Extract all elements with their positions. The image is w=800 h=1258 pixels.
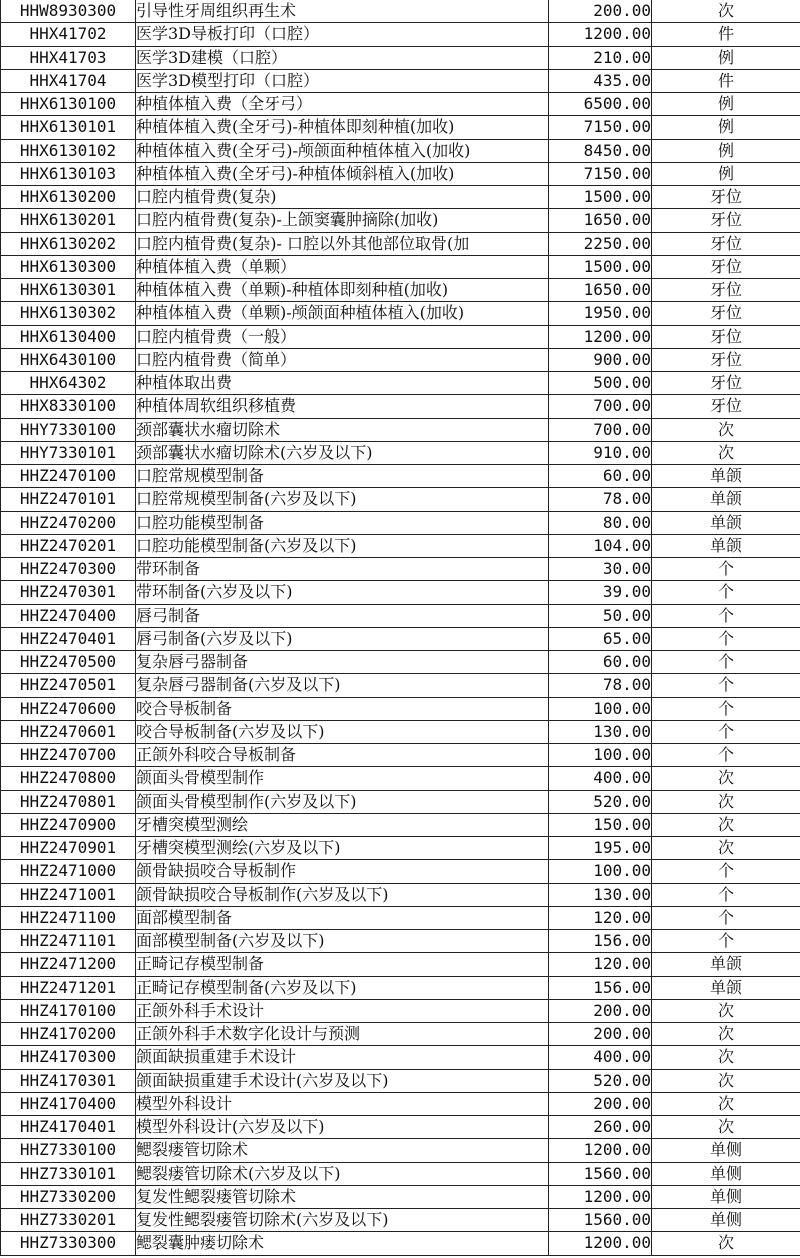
item-price-cell: 1200.00 (549, 23, 652, 46)
item-code-cell: HHZ2470500 (1, 651, 136, 674)
item-code-cell: HHZ4170301 (1, 1069, 136, 1092)
item-code-cell: HHX6130100 (1, 93, 136, 116)
item-unit-cell: 次 (652, 1116, 800, 1139)
item-name-cell: 种植体周软组织移植费 (136, 395, 549, 418)
item-price-cell: 6500.00 (549, 93, 652, 116)
item-code-cell: HHZ2470300 (1, 558, 136, 581)
item-name-cell: 牙槽突模型测绘(六岁及以下) (136, 837, 549, 860)
item-name-cell: 种植体植入费（单颗)-颅颌面种植体植入(加收) (136, 302, 549, 325)
item-price-cell: 100.00 (549, 744, 652, 767)
item-name-cell: 面部模型制备(六岁及以下) (136, 930, 549, 953)
item-unit-cell: 单颌 (652, 511, 800, 534)
item-name-cell: 医学3D导板打印（口腔） (136, 23, 549, 46)
item-name-cell: 颌面缺损重建手术设计 (136, 1046, 549, 1069)
item-code-cell: HHZ2470900 (1, 813, 136, 836)
item-price-cell: 78.00 (549, 674, 652, 697)
item-name-cell: 复发性鳃裂瘘管切除术(六岁及以下) (136, 1209, 549, 1232)
item-name-cell: 医学3D建模（口腔） (136, 46, 549, 69)
item-unit-cell: 次 (652, 0, 800, 23)
item-price-cell: 260.00 (549, 1116, 652, 1139)
table-row (1, 883, 800, 906)
item-name-cell: 正颌外科手术设计 (136, 999, 549, 1022)
item-name-cell: 种植体植入费（单颗)-种植体即刻种植(加收) (136, 279, 549, 302)
item-unit-cell: 个 (652, 674, 800, 697)
item-unit-cell: 次 (652, 1232, 800, 1255)
table-row (1, 906, 800, 929)
table-row (1, 697, 800, 720)
item-price-cell: 700.00 (549, 418, 652, 441)
item-unit-cell: 单颌 (652, 488, 800, 511)
table-row (1, 953, 800, 976)
item-name-cell: 口腔常规模型制备(六岁及以下) (136, 488, 549, 511)
item-price-cell: 1560.00 (549, 1209, 652, 1232)
item-unit-cell: 例 (652, 116, 800, 139)
item-unit-cell: 单侧 (652, 1162, 800, 1185)
item-unit-cell: 牙位 (652, 232, 800, 255)
table-row (1, 46, 800, 69)
item-code-cell: HHZ2470101 (1, 488, 136, 511)
item-price-cell: 65.00 (549, 627, 652, 650)
item-price-cell: 520.00 (549, 1069, 652, 1092)
item-unit-cell: 牙位 (652, 209, 800, 232)
item-name-cell: 种植体植入费(全牙弓)-种植体即刻种植(加收) (136, 116, 549, 139)
item-price-cell: 900.00 (549, 348, 652, 371)
table-row (1, 1116, 800, 1139)
item-name-cell: 颌面头骨模型制作 (136, 767, 549, 790)
item-code-cell: HHX64302 (1, 372, 136, 395)
item-code-cell: HHZ4170100 (1, 999, 136, 1022)
item-code-cell: HHZ2470301 (1, 581, 136, 604)
item-unit-cell: 个 (652, 906, 800, 929)
item-name-cell: 咬合导板制备 (136, 697, 549, 720)
item-name-cell: 颌面头骨模型制作(六岁及以下) (136, 790, 549, 813)
item-price-cell: 1560.00 (549, 1162, 652, 1185)
item-code-cell: HHZ2471201 (1, 976, 136, 999)
item-price-cell: 2250.00 (549, 232, 652, 255)
item-price-cell: 1200.00 (549, 1185, 652, 1208)
table-row (1, 627, 800, 650)
item-code-cell: HHZ7330300 (1, 1232, 136, 1255)
item-unit-cell: 次 (652, 441, 800, 464)
table-row (1, 790, 800, 813)
item-code-cell: HHZ2470400 (1, 604, 136, 627)
item-price-cell: 200.00 (549, 1023, 652, 1046)
item-name-cell: 模型外科设计(六岁及以下) (136, 1116, 549, 1139)
table-row (1, 1162, 800, 1185)
item-name-cell: 口腔内植骨费（一般） (136, 325, 549, 348)
item-unit-cell: 次 (652, 767, 800, 790)
item-unit-cell: 牙位 (652, 325, 800, 348)
item-code-cell: HHZ2470601 (1, 720, 136, 743)
table-row (1, 604, 800, 627)
item-code-cell: HHZ7330200 (1, 1185, 136, 1208)
item-code-cell: HHZ4170400 (1, 1092, 136, 1115)
item-unit-cell: 个 (652, 604, 800, 627)
table-row (1, 279, 800, 302)
item-code-cell: HHX6130201 (1, 209, 136, 232)
item-price-cell: 7150.00 (549, 116, 652, 139)
item-unit-cell: 次 (652, 418, 800, 441)
item-price-cell: 910.00 (549, 441, 652, 464)
item-code-cell: HHX6130200 (1, 186, 136, 209)
item-code-cell: HHZ2470801 (1, 790, 136, 813)
item-unit-cell: 个 (652, 558, 800, 581)
item-code-cell: HHX6430100 (1, 348, 136, 371)
item-name-cell: 正颌外科咬合导板制备 (136, 744, 549, 767)
table-row (1, 744, 800, 767)
item-price-cell: 120.00 (549, 953, 652, 976)
item-price-cell: 120.00 (549, 906, 652, 929)
item-code-cell: HHZ4170200 (1, 1023, 136, 1046)
item-name-cell: 唇弓制备 (136, 604, 549, 627)
item-price-cell: 60.00 (549, 651, 652, 674)
item-unit-cell: 单颌 (652, 465, 800, 488)
item-unit-cell: 牙位 (652, 279, 800, 302)
item-name-cell: 唇弓制备(六岁及以下) (136, 627, 549, 650)
item-price-cell: 400.00 (549, 1046, 652, 1069)
item-name-cell: 种植体植入费(全牙弓)-种植体倾斜植入(加收) (136, 162, 549, 185)
item-code-cell: HHW8930300 (1, 0, 136, 23)
item-unit-cell: 牙位 (652, 255, 800, 278)
item-name-cell: 咬合导板制备(六岁及以下) (136, 720, 549, 743)
table-row (1, 976, 800, 999)
item-unit-cell: 例 (652, 93, 800, 116)
item-code-cell: HHX41702 (1, 23, 136, 46)
item-name-cell: 面部模型制备 (136, 906, 549, 929)
item-code-cell: HHY7330100 (1, 418, 136, 441)
item-code-cell: HHX6130300 (1, 255, 136, 278)
item-unit-cell: 单颌 (652, 534, 800, 557)
item-unit-cell: 个 (652, 581, 800, 604)
item-price-cell: 104.00 (549, 534, 652, 557)
table-row (1, 720, 800, 743)
item-unit-cell: 次 (652, 999, 800, 1022)
table-row (1, 511, 800, 534)
item-price-cell: 100.00 (549, 697, 652, 720)
item-price-cell: 1500.00 (549, 186, 652, 209)
item-name-cell: 复杂唇弓器制备(六岁及以下) (136, 674, 549, 697)
table-row (1, 1139, 800, 1162)
table-row (1, 348, 800, 371)
table-row (1, 395, 800, 418)
item-name-cell: 颈部囊状水瘤切除术(六岁及以下) (136, 441, 549, 464)
item-name-cell: 口腔常规模型制备 (136, 465, 549, 488)
item-unit-cell: 牙位 (652, 186, 800, 209)
item-name-cell: 口腔功能模型制备 (136, 511, 549, 534)
table-row (1, 1069, 800, 1092)
item-code-cell: HHX6130301 (1, 279, 136, 302)
item-name-cell: 口腔内植骨费(复杂)- 口腔以外其他部位取骨(加 (136, 232, 549, 255)
item-name-cell: 正畸记存模型制备(六岁及以下) (136, 976, 549, 999)
item-price-cell: 700.00 (549, 395, 652, 418)
item-name-cell: 带环制备 (136, 558, 549, 581)
table-row (1, 674, 800, 697)
item-name-cell: 鳃裂瘘管切除术(六岁及以下) (136, 1162, 549, 1185)
item-code-cell: HHZ2470600 (1, 697, 136, 720)
item-unit-cell: 牙位 (652, 372, 800, 395)
item-name-cell: 鳃裂瘘管切除术 (136, 1139, 549, 1162)
item-unit-cell: 例 (652, 46, 800, 69)
item-name-cell: 颌骨缺损咬合导板制作 (136, 860, 549, 883)
table-row (1, 325, 800, 348)
item-price-cell: 78.00 (549, 488, 652, 511)
item-price-cell: 435.00 (549, 69, 652, 92)
table-row (1, 186, 800, 209)
item-price-cell: 8450.00 (549, 139, 652, 162)
item-name-cell: 颌骨缺损咬合导板制作(六岁及以下) (136, 883, 549, 906)
item-code-cell: HHX8330100 (1, 395, 136, 418)
item-unit-cell: 个 (652, 860, 800, 883)
table-row (1, 441, 800, 464)
item-price-cell: 1200.00 (549, 325, 652, 348)
item-price-cell: 210.00 (549, 46, 652, 69)
item-unit-cell: 单侧 (652, 1139, 800, 1162)
table-row (1, 1209, 800, 1232)
item-price-cell: 1650.00 (549, 209, 652, 232)
table-row (1, 372, 800, 395)
item-name-cell: 医学3D模型打印（口腔） (136, 69, 549, 92)
item-code-cell: HHZ7330201 (1, 1209, 136, 1232)
item-name-cell: 颈部囊状水瘤切除术 (136, 418, 549, 441)
item-name-cell: 复杂唇弓器制备 (136, 651, 549, 674)
table-row (1, 255, 800, 278)
table-row (1, 488, 800, 511)
table-row (1, 302, 800, 325)
item-code-cell: HHZ7330101 (1, 1162, 136, 1185)
item-code-cell: HHZ7330100 (1, 1139, 136, 1162)
item-unit-cell: 牙位 (652, 395, 800, 418)
item-unit-cell: 次 (652, 1092, 800, 1115)
item-price-cell: 150.00 (549, 813, 652, 836)
item-code-cell: HHZ2470401 (1, 627, 136, 650)
item-price-cell: 1650.00 (549, 279, 652, 302)
item-code-cell: HHZ2470901 (1, 837, 136, 860)
table-row (1, 534, 800, 557)
item-unit-cell: 件 (652, 23, 800, 46)
item-unit-cell: 单侧 (652, 1185, 800, 1208)
item-unit-cell: 个 (652, 651, 800, 674)
item-code-cell: HHX6130302 (1, 302, 136, 325)
table-row (1, 1185, 800, 1208)
item-unit-cell: 例 (652, 139, 800, 162)
item-price-cell: 200.00 (549, 0, 652, 23)
item-code-cell: HHZ2470800 (1, 767, 136, 790)
item-unit-cell: 牙位 (652, 348, 800, 371)
item-code-cell: HHX6130102 (1, 139, 136, 162)
table-row (1, 767, 800, 790)
item-unit-cell: 件 (652, 69, 800, 92)
item-price-cell: 130.00 (549, 883, 652, 906)
table-row (1, 558, 800, 581)
table-row (1, 1232, 800, 1255)
item-code-cell: HHX41703 (1, 46, 136, 69)
table-row (1, 69, 800, 92)
item-name-cell: 引导性牙周组织再生术 (136, 0, 549, 23)
table-row (1, 1092, 800, 1115)
item-price-cell: 1500.00 (549, 255, 652, 278)
item-price-cell: 7150.00 (549, 162, 652, 185)
table-row (1, 581, 800, 604)
item-name-cell: 牙槽突模型测绘 (136, 813, 549, 836)
item-name-cell: 复发性鳃裂瘘管切除术 (136, 1185, 549, 1208)
item-unit-cell: 单侧 (652, 1209, 800, 1232)
item-code-cell: HHZ2470201 (1, 534, 136, 557)
table-row (1, 232, 800, 255)
item-code-cell: HHZ2471101 (1, 930, 136, 953)
item-unit-cell: 牙位 (652, 302, 800, 325)
item-code-cell: HHZ2471200 (1, 953, 136, 976)
item-name-cell: 口腔内植骨费（简单） (136, 348, 549, 371)
item-name-cell: 鳃裂囊肿瘘切除术 (136, 1232, 549, 1255)
item-unit-cell: 个 (652, 744, 800, 767)
table-row (1, 162, 800, 185)
table-row (1, 116, 800, 139)
table-row (1, 999, 800, 1022)
item-price-cell: 400.00 (549, 767, 652, 790)
item-price-cell: 1200.00 (549, 1139, 652, 1162)
item-code-cell: HHZ2471001 (1, 883, 136, 906)
item-code-cell: HHX6130202 (1, 232, 136, 255)
item-code-cell: HHZ2470700 (1, 744, 136, 767)
item-name-cell: 种植体取出费 (136, 372, 549, 395)
table-row (1, 139, 800, 162)
item-name-cell: 口腔功能模型制备(六岁及以下) (136, 534, 549, 557)
item-unit-cell: 个 (652, 720, 800, 743)
item-code-cell: HHX6130103 (1, 162, 136, 185)
table-row (1, 23, 800, 46)
table-row (1, 1046, 800, 1069)
item-name-cell: 种植体植入费(全牙弓)-颅颌面种植体植入(加收) (136, 139, 549, 162)
item-name-cell: 口腔内植骨费(复杂) (136, 186, 549, 209)
item-price-cell: 50.00 (549, 604, 652, 627)
item-price-cell: 60.00 (549, 465, 652, 488)
item-name-cell: 正颌外科手术数字化设计与预测 (136, 1023, 549, 1046)
item-name-cell: 种植体植入费（单颗） (136, 255, 549, 278)
item-unit-cell: 次 (652, 790, 800, 813)
item-name-cell: 口腔内植骨费(复杂)-上颌窦囊肿摘除(加收) (136, 209, 549, 232)
item-unit-cell: 例 (652, 162, 800, 185)
item-code-cell: HHZ2471100 (1, 906, 136, 929)
table-row (1, 1023, 800, 1046)
item-name-cell: 种植体植入费（全牙弓） (136, 93, 549, 116)
item-price-cell: 100.00 (549, 860, 652, 883)
item-name-cell: 带环制备(六岁及以下) (136, 581, 549, 604)
item-unit-cell: 次 (652, 813, 800, 836)
table-row (1, 418, 800, 441)
item-unit-cell: 个 (652, 697, 800, 720)
item-price-cell: 520.00 (549, 790, 652, 813)
item-code-cell: HHY7330101 (1, 441, 136, 464)
item-unit-cell: 单颌 (652, 976, 800, 999)
item-code-cell: HHZ2470501 (1, 674, 136, 697)
price-table-body (1, 0, 800, 1255)
table-row (1, 930, 800, 953)
table-row (1, 0, 800, 23)
item-price-cell: 500.00 (549, 372, 652, 395)
item-price-cell: 156.00 (549, 930, 652, 953)
item-price-cell: 156.00 (549, 976, 652, 999)
item-price-cell: 130.00 (549, 720, 652, 743)
item-code-cell: HHZ4170401 (1, 1116, 136, 1139)
table-row (1, 837, 800, 860)
item-price-cell: 200.00 (549, 999, 652, 1022)
table-row (1, 93, 800, 116)
item-unit-cell: 个 (652, 883, 800, 906)
item-unit-cell: 次 (652, 1023, 800, 1046)
item-code-cell: HHX6130400 (1, 325, 136, 348)
item-unit-cell: 单颌 (652, 953, 800, 976)
item-name-cell: 颌面缺损重建手术设计(六岁及以下) (136, 1069, 549, 1092)
table-row (1, 209, 800, 232)
table-row (1, 651, 800, 674)
item-code-cell: HHZ2471000 (1, 860, 136, 883)
table-row (1, 813, 800, 836)
item-price-cell: 200.00 (549, 1092, 652, 1115)
item-name-cell: 正畸记存模型制备 (136, 953, 549, 976)
item-unit-cell: 个 (652, 627, 800, 650)
item-unit-cell: 次 (652, 1069, 800, 1092)
item-code-cell: HHZ4170300 (1, 1046, 136, 1069)
table-row (1, 465, 800, 488)
item-price-cell: 195.00 (549, 837, 652, 860)
item-unit-cell: 个 (652, 930, 800, 953)
item-unit-cell: 次 (652, 837, 800, 860)
table-row (1, 860, 800, 883)
item-code-cell: HHZ2470200 (1, 511, 136, 534)
item-unit-cell: 次 (652, 1046, 800, 1069)
item-price-cell: 80.00 (549, 511, 652, 534)
item-price-cell: 30.00 (549, 558, 652, 581)
item-price-cell: 1200.00 (549, 1232, 652, 1255)
item-code-cell: HHZ2470100 (1, 465, 136, 488)
item-name-cell: 模型外科设计 (136, 1092, 549, 1115)
item-code-cell: HHX6130101 (1, 116, 136, 139)
item-price-cell: 1950.00 (549, 302, 652, 325)
item-price-cell: 39.00 (549, 581, 652, 604)
item-code-cell: HHX41704 (1, 69, 136, 92)
